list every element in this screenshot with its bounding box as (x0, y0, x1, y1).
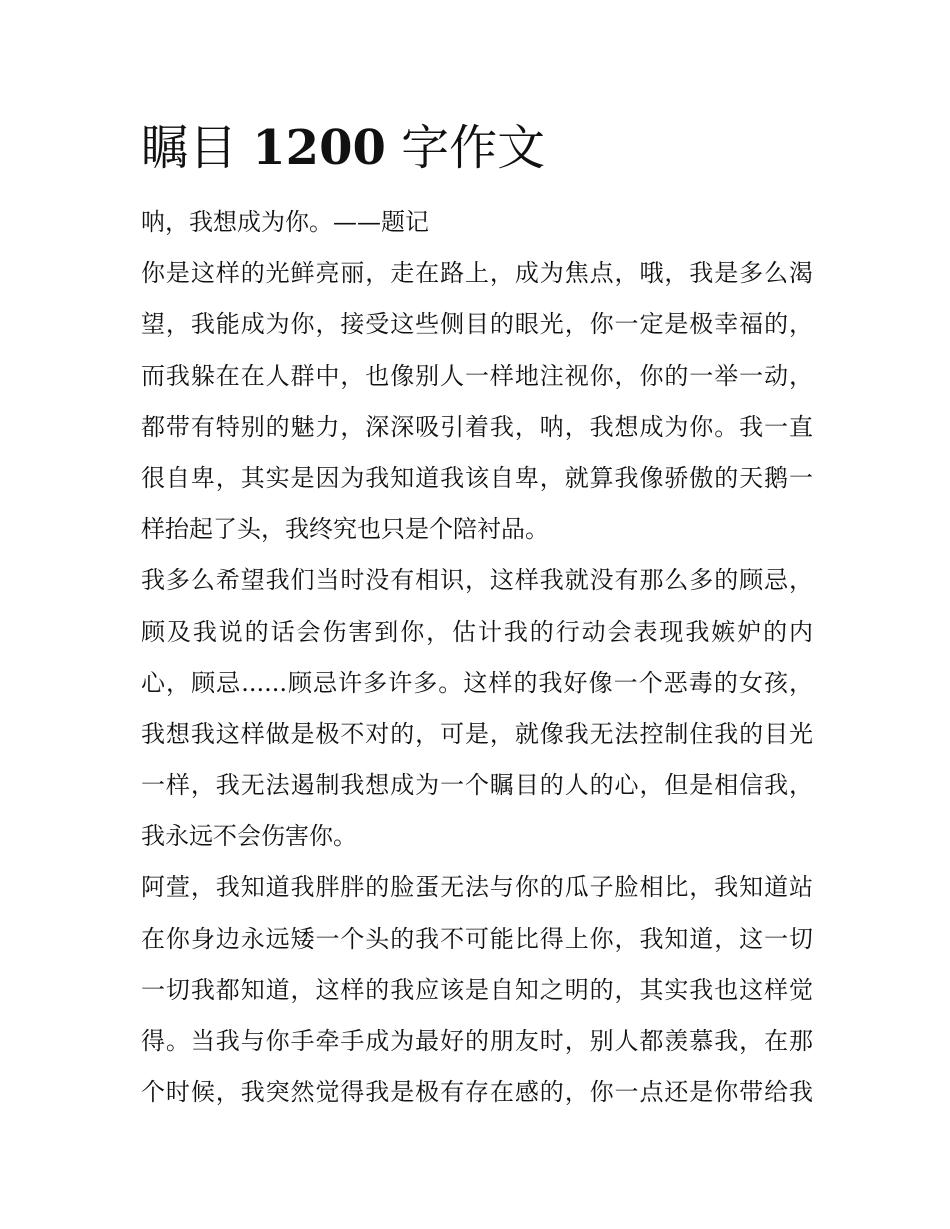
title-number: 1200 (252, 120, 386, 176)
document-body (141, 197, 813, 1118)
text-line: 我想我这样做是极不对的，可是，就像我无法控制住我的目光 (141, 719, 813, 748)
text-line: 我多么希望我们当时没有相识，这样我就没有那么多的顾忌， (141, 566, 813, 595)
text-line: 阿萱，我知道我胖胖的脸蛋无法与你的瓜子脸相比，我知道站 (141, 873, 813, 902)
paragraph-2 (141, 555, 813, 862)
text-line: 而我躲在在人群中，也像别人一样地注视你，你的一举一动， (141, 361, 813, 390)
text-line: 顾及我说的话会伤害到你，估计我的行动会表现我嫉妒的内 (141, 617, 813, 646)
document-title (141, 112, 545, 184)
text-line: 心，顾忌......顾忌许多许多。这样的我好像一个恶毒的女孩， (141, 668, 813, 697)
text-line: 样抬起了头，我终究也只是个陪衬品。 (141, 515, 549, 544)
text-line: 你是这样的光鲜亮丽，走在路上，成为焦点，哦，我是多么渴 (141, 259, 813, 288)
text-line: 得。当我与你手牵手成为最好的朋友时，别人都羡慕我，在那 (141, 1027, 813, 1055)
text-line: 一样，我无法遏制我想成为一个瞩目的人的心，但是相信我， (141, 771, 813, 800)
text-line: 在你身边永远矮一个头的我不可能比得上你，我知道，这一切 (141, 924, 813, 953)
text-line: 都带有特别的魅力，深深吸引着我，呐，我想成为你。我一直 (141, 412, 813, 441)
text-line: 呐，我想成为你。——题记 (141, 208, 429, 236)
text-line: 一切我都知道，这样的我应该是自知之明的，其实我也这样觉 (141, 975, 813, 1004)
title-prefix: 瞩目 (141, 120, 238, 176)
text-line: 个时候，我突然觉得我是极有存在感的，你一点还是你带给我 (141, 1078, 813, 1107)
text-line: 望，我能成为你，接受这些侧目的眼光，你一定是极幸福的， (141, 310, 813, 339)
title-suffix: 字作文 (401, 120, 546, 176)
text-line: 很自卑，其实是因为我知道我该自卑，就算我像骄傲的天鹅一 (141, 463, 813, 492)
text-line: 我永远不会伤害你。 (141, 822, 357, 851)
paragraph-3 (141, 862, 813, 1118)
paragraph-1 (141, 248, 813, 555)
paragraph-epigraph (141, 197, 813, 248)
